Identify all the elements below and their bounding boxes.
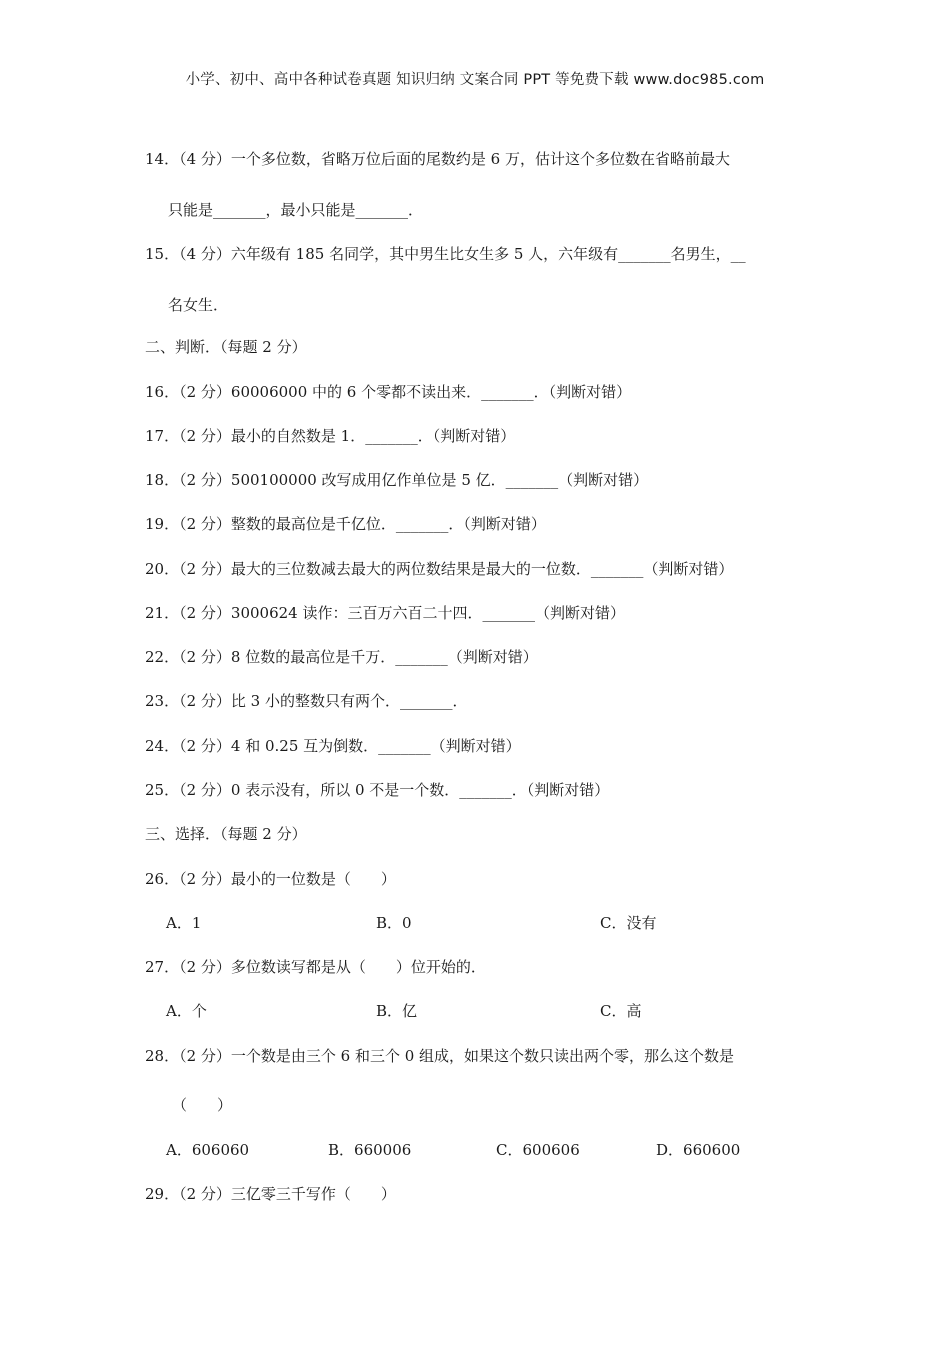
question-14-line2: 只能是_______，最小只能是_______．: [168, 201, 424, 219]
question-22: 22．（2 分）8 位数的最高位是千万．_______（判断对错）: [145, 648, 538, 666]
question-23: 23．（2 分）比 3 小的整数只有两个．_______．: [145, 692, 468, 710]
question-26: 26．（2 分）最小的一位数是（ ）: [145, 870, 396, 888]
question-26-option-a: A．1: [166, 914, 202, 932]
question-14-line1: 14．（4 分）一个多位数，省略万位后面的尾数约是 6 万，估计这个多位数在省略前最大: [145, 150, 730, 168]
question-15-line2: 名女生．: [168, 296, 229, 314]
section-judge-heading: 二、判断．（每题 2 分）: [145, 338, 307, 356]
question-27-option-c: C．高: [600, 1002, 642, 1020]
question-24: 24．（2 分）4 和 0.25 互为倒数．_______（判断对错）: [145, 737, 521, 755]
question-17: 17．（2 分）最小的自然数是 1．_______．（判断对错）: [145, 427, 516, 445]
question-28-option-c: C．600606: [496, 1141, 580, 1159]
question-25: 25．（2 分）0 表示没有，所以 0 不是一个数．_______．（判断对错）: [145, 781, 610, 799]
question-19: 19．（2 分）整数的最高位是千亿位．_______．（判断对错）: [145, 515, 546, 533]
question-15-line1: 15．（4 分）六年级有 185 名同学，其中男生比女生多 5 人，六年级有_______名男生，__: [145, 245, 746, 263]
question-28-option-d: D．660600: [656, 1141, 741, 1159]
question-28-option-b: B．660006: [328, 1141, 412, 1159]
question-26-option-c: C．没有: [600, 914, 657, 932]
question-18: 18．（2 分）500100000 改写成用亿作单位是 5 亿．_______（判断对错）: [145, 471, 649, 489]
question-27: 27．（2 分）多位数读写都是从（ ）位开始的．: [145, 958, 486, 976]
question-20: 20．（2 分）最大的三位数减去最大的两位数结果是最大的一位数．_______（判断对错）: [145, 560, 734, 578]
question-16: 16．（2 分）60006000 中的 6 个零都不读出来．_______．（判断对错）: [145, 383, 632, 401]
question-21: 21．（2 分）3000624 读作：三百万六百二十四．_______（判断对错）: [145, 604, 625, 622]
question-28-paren: （ ）: [172, 1096, 233, 1114]
question-29: 29．（2 分）三亿零三千写作（ ）: [145, 1185, 396, 1203]
page-header: 小学、初中、高中各种试卷真题 知识归纳 文案合同 PPT 等免费下载 www.doc985.com: [185, 72, 765, 88]
question-28: 28．（2 分）一个数是由三个 6 和三个 0 组成，如果这个数只读出两个零，那么这个数是: [145, 1047, 735, 1065]
section-choice-heading: 三、选择．（每题 2 分）: [145, 825, 307, 843]
question-27-option-a: A．个: [166, 1002, 207, 1020]
question-27-option-b: B．亿: [376, 1002, 418, 1020]
question-26-option-b: B．0: [376, 914, 412, 932]
question-28-option-a: A．606060: [166, 1141, 250, 1159]
